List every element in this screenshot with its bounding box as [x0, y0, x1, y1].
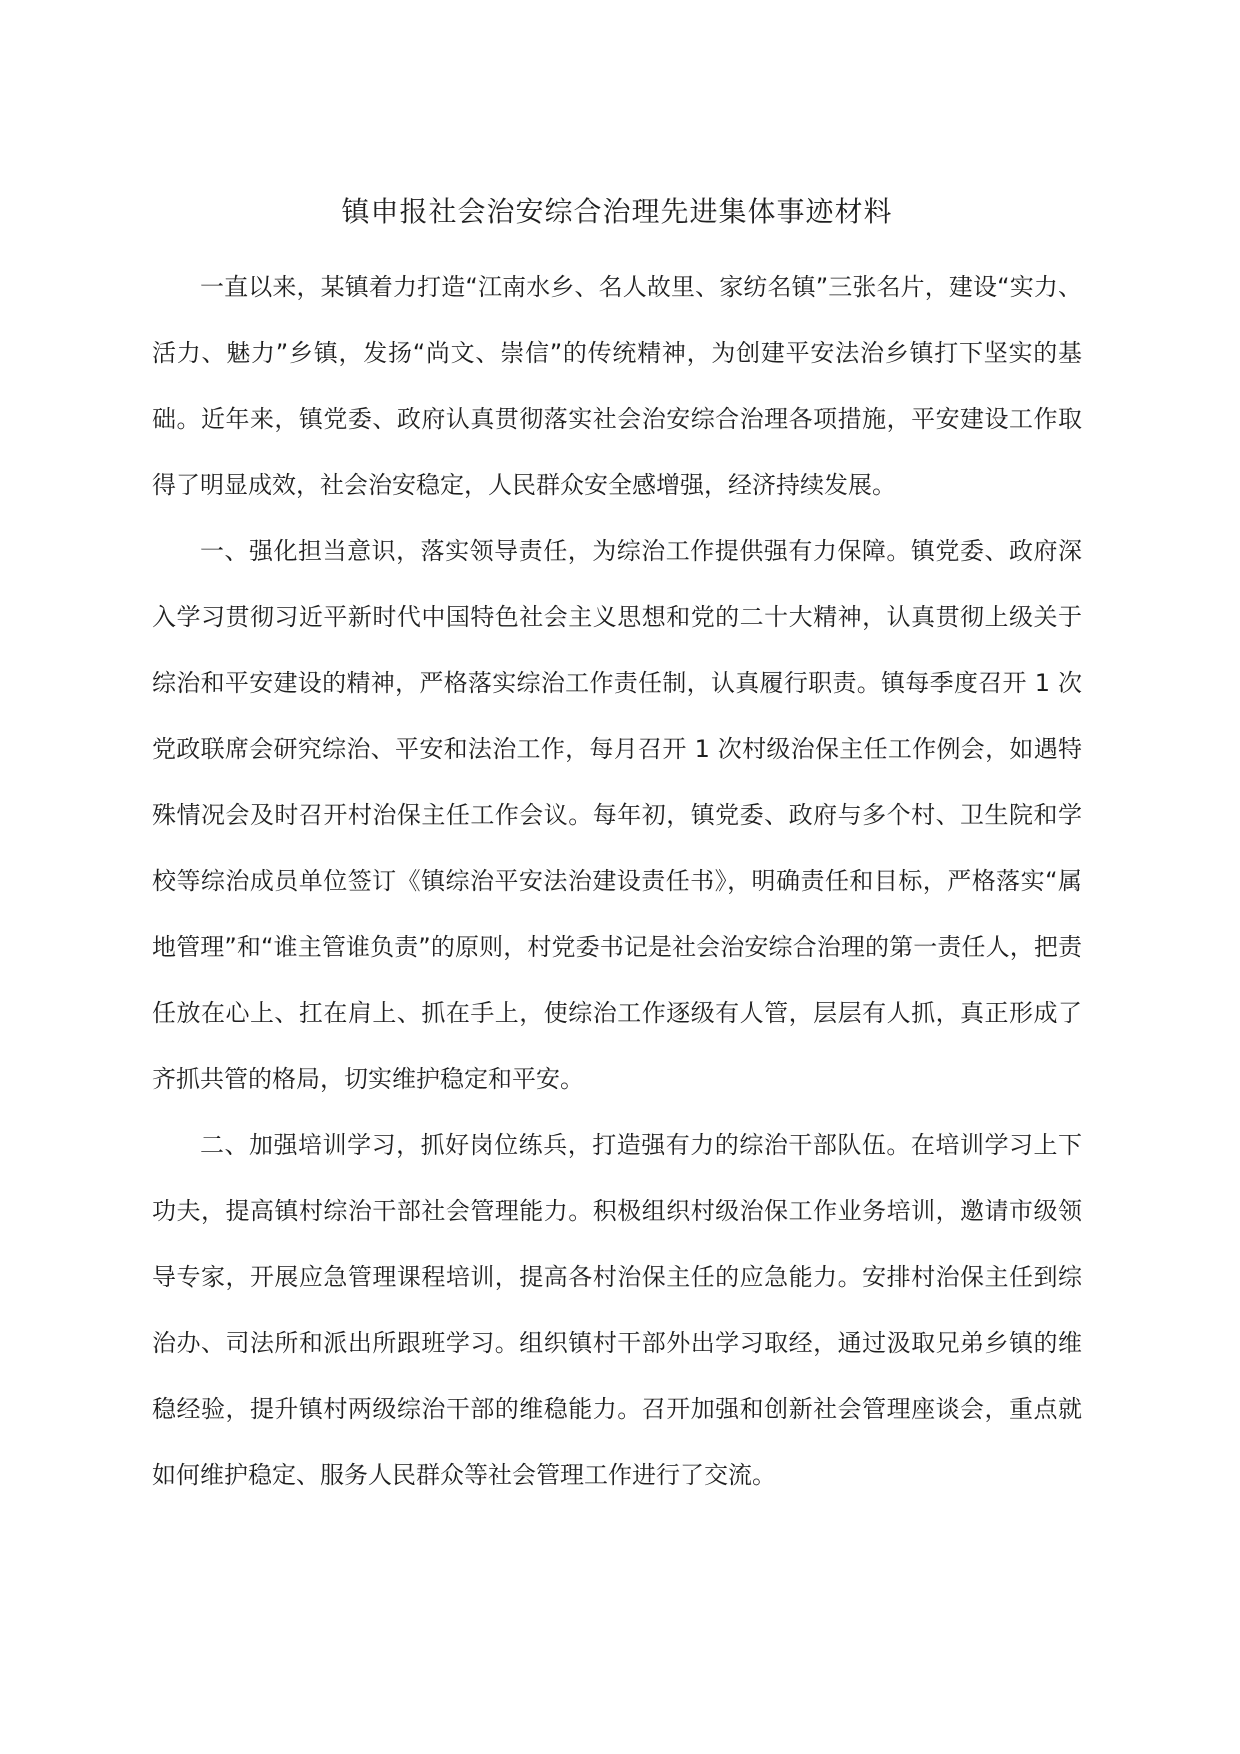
document-body	[152, 190, 1082, 1508]
document-title: 镇申报社会治安综合治理先进集体事迹材料	[341, 195, 893, 228]
paragraph-section-two: 二、加强培训学习，抓好岗位练兵，打造强有力的综治干部队伍。在培训学习上下功夫，提高镇村综治干部社会管理能力。积极组织村级治保工作业务培训，邀请市级领导专家，开展应急管理课程培训，提高各村治保主任的应急能力。安排村治保主任到综治办、司法所和派出所跟班学习。组织镇村干部外出学习取经，通过汲取兄弟乡镇的维稳经验，提升镇村两级综治干部的维稳能力。召开加强和创新社会管理座谈会，重点就如何维护稳定、服务人民群众等社会管理工作进行了交流。	[152, 1131, 1082, 1489]
paragraph-intro: 一直以来，某镇着力打造“江南水乡、名人故里、家纺名镇”三张名片，建设“实力、活力、魅力”乡镇，发扬“尚文、崇信”的传统精神，为创建平安法治乡镇打下坚实的基础。近年来，镇党委、政府认真贯彻落实社会治安综合治理各项措施，平安建设工作取得了明显成效，社会治安稳定，人民群众安全感增强，经济持续发展。	[152, 273, 1082, 499]
paragraph-section-one: 一、强化担当意识，落实领导责任，为综治工作提供强有力保障。镇党委、政府深入学习贯彻习近平新时代中国特色社会主义思想和党的二十大精神，认真贯彻上级关于综治和平安建设的精神，严格落实综治工作责任制，认真履行职责。镇每季度召开 1 次党政联席会研究综治、平安和法治工作，每月召开 1 次村级治保主任工作例会，如遇特殊情况会及时召开村治保主任工作会议。每年初，镇党委、政府与多个村、卫生院和学校等综治成员单位签订《镇综治平安法治建设责任书》，明确责任和目标，严格落实“属地管理”和“谁主管谁负责”的原则，村党委书记是社会治安综合治理的第一责任人，把责任放在心上、扛在肩上、抓在手上，使综治工作逐级有人管，层层有人抓，真正形成了齐抓共管的格局，切实维护稳定和平安。	[152, 537, 1082, 1093]
